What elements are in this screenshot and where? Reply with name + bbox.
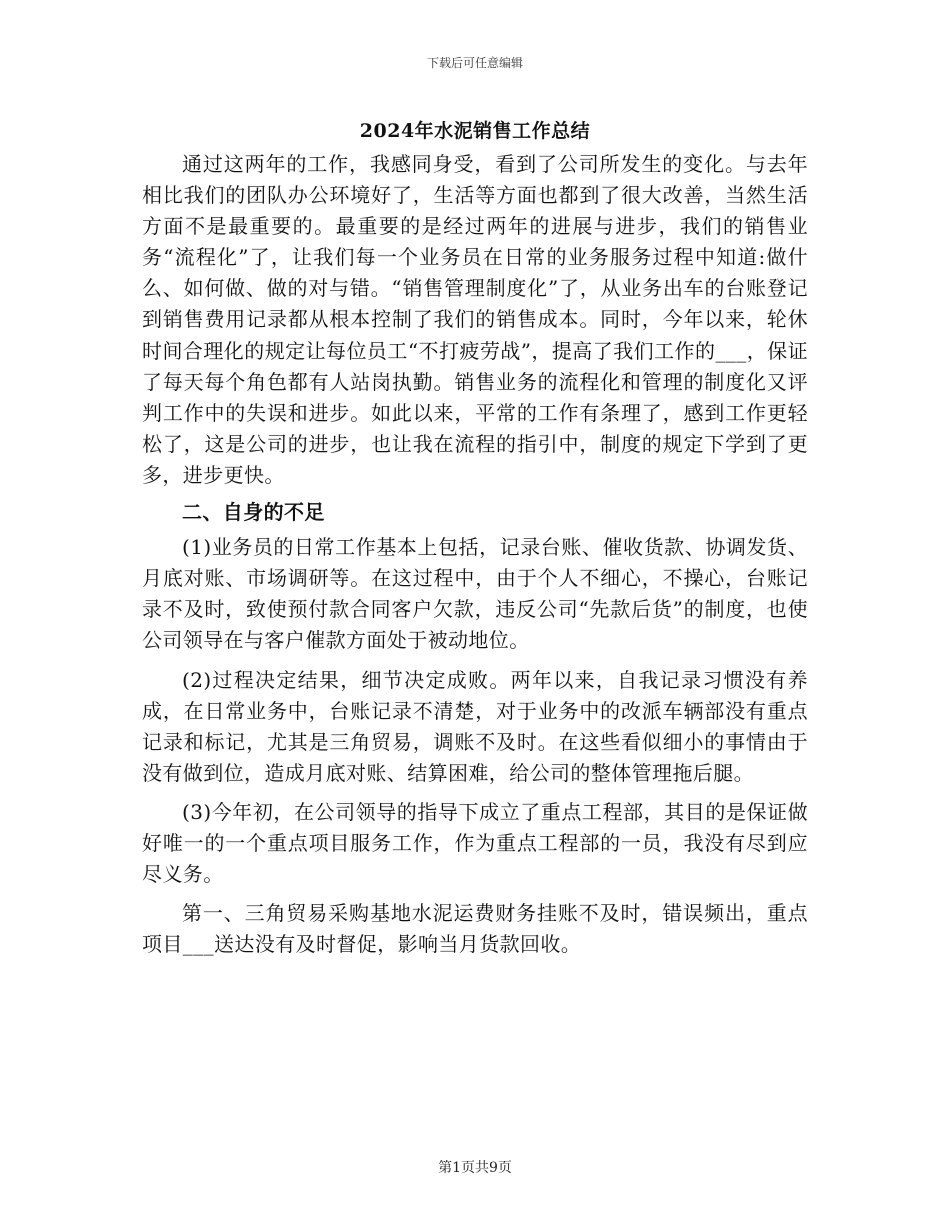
paragraph-first-item: 第一、三角贸易采购基地水泥运费财务挂账不及时，错误频出，重点项目___送达没有及时督促，影响当月货款回收。 [142, 901, 808, 957]
header-note: 下载后可任意编辑 [426, 56, 523, 70]
paragraph-point-2: (2)过程决定结果，细节决定成败。两年以来，自我记录习惯没有养成，在日常业务中，台账记录不清楚，对于业务中的改派车辆部没有重点记录和标记，尤其是三角贸易，调账不及时。在这些看似细小的事情由于没有做到位，造成月底对账、结算困难，给公司的整体管理拖后腿。 [142, 667, 808, 785]
paragraph-point-1: (1)业务员的日常工作基本上包括，记录台账、催收货款、协调发货、月底对账、市场调研等。在这过程中，由于个人不细心，不操心，台账记录不及时，致使预付款合同客户欠款，违反公司“先款后货”的制度，也使公司领导在与客户催款方面处于被动地位。 [142, 535, 808, 653]
page-footer: 第1页共9页 [438, 1160, 512, 1176]
paragraph-intro: 通过这两年的工作，我感同身受，看到了公司所发生的变化。与去年相比我们的团队办公环境好了，生活等方面也都到了很大改善，当然生活方面不是最重要的。最重要的是经过两年的进展与进步，我们的销售业务“流程化”了，让我们每一个业务员在日常的业务服务过程中知道:做什么、如何做、做的对与错。“销售管理制度化”了，从业务出车的台账登记到销售费用记录都从根本控制了我们的销售成本。同时，今年以来，轮休时间合理化的规定让每位员工“不打疲劳战”，提高了我们工作的___，保证了每天每个角色都有人站岗执勤。销售业务的流程化和管理的制度化又评判工作中的失误和进步。如此以来，平常的工作有条理了，感到工作更轻松了，这是公司的进步，也让我在流程的指引中，制度的规定下学到了更多，进步更快。 [142, 152, 808, 487]
document-body [142, 149, 808, 960]
paragraph-point-3: (3)今年初，在公司领导的指导下成立了重点工程部，其目的是保证做好唯一的一个重点项目服务工作，作为重点工程部的一员，我没有尽到应尽义务。 [142, 799, 808, 887]
document-title: 2024年水泥销售工作总结 [359, 120, 591, 142]
section-heading-shortcomings: 二、自身的不足 [182, 500, 325, 525]
